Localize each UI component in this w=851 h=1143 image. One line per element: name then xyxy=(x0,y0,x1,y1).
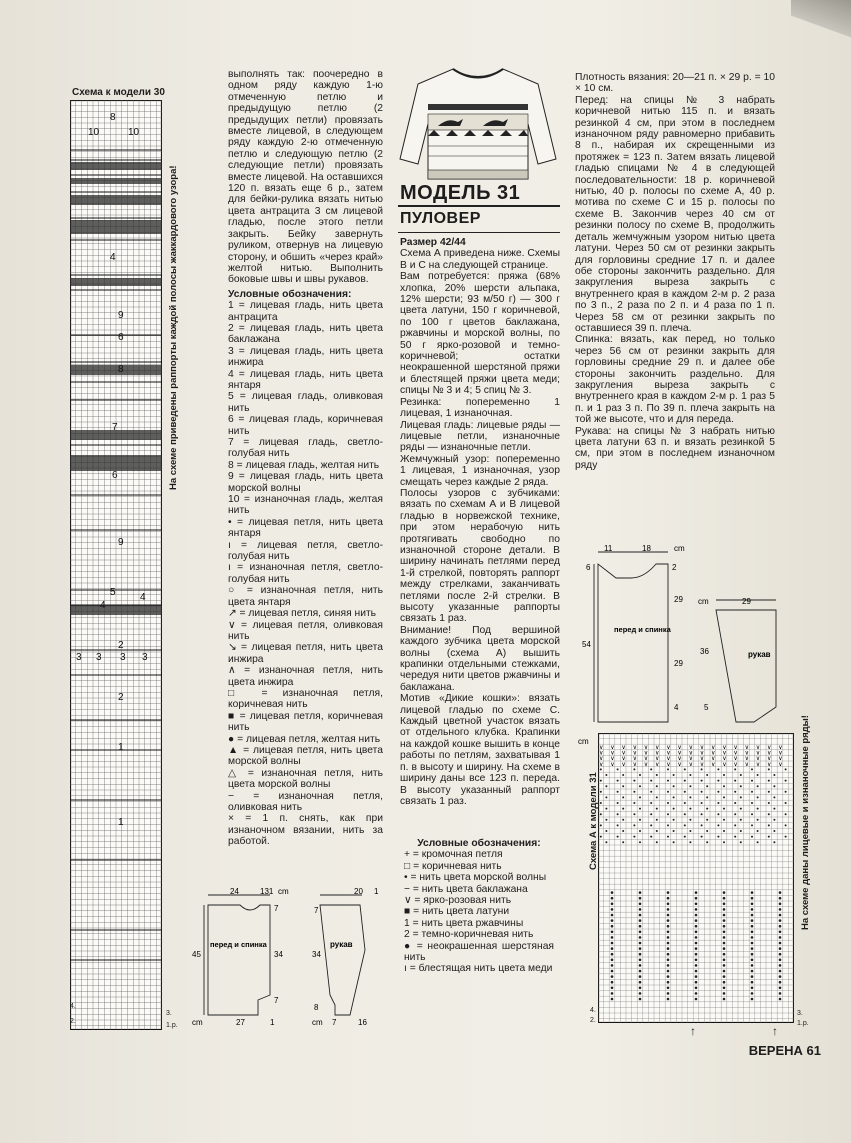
svg-text:∨: ∨ xyxy=(744,750,750,757)
d30-num-27: 27 xyxy=(236,1018,245,1027)
d31-num-29b: 29 xyxy=(674,659,683,668)
chartA-arrow-right-icon: ↑ xyxy=(772,1024,778,1038)
d30-cm-bottom: cm xyxy=(192,1018,203,1027)
d31-num-54: 54 xyxy=(582,640,591,649)
svg-text:∨: ∨ xyxy=(733,750,738,757)
chartA-arrow-left-icon: ↑ xyxy=(690,1024,696,1038)
svg-text:∨: ∨ xyxy=(666,756,671,763)
svg-text:∨: ∨ xyxy=(688,761,694,768)
d30-num-16: 16 xyxy=(358,1018,367,1027)
svg-text:∨: ∨ xyxy=(722,761,727,768)
subtitle-rule xyxy=(398,232,560,233)
d30-num-45: 45 xyxy=(192,950,201,959)
chart30-digit: 8 xyxy=(118,364,124,375)
d31-num-29c: 29 xyxy=(742,597,751,606)
svg-text:∨: ∨ xyxy=(711,761,716,768)
d30-num-34a: 34 xyxy=(274,950,283,959)
col1-legend-item: 6 = лицевая гладь, коричневая нить xyxy=(228,414,383,437)
svg-text:∨: ∨ xyxy=(733,761,738,768)
col3-sleeves: Рукава: на спицы № 3 набрать нитью цвета латуни 63 п. и вязать резинкой 5 см, при этом в последнем изнаночном ряду xyxy=(575,425,775,471)
svg-text:∨: ∨ xyxy=(599,761,604,768)
svg-text:∨: ∨ xyxy=(767,756,772,763)
col2-legend-item: + = кромочная петля xyxy=(404,849,503,861)
svg-text:∨: ∨ xyxy=(655,745,660,751)
svg-text:∨: ∨ xyxy=(688,750,694,757)
svg-text:∨: ∨ xyxy=(621,750,626,757)
svg-text:∨: ∨ xyxy=(755,745,761,751)
svg-text:∨: ∨ xyxy=(722,745,727,751)
col1-legend-item: − = изнаночная петля, оливковая нить xyxy=(228,790,383,813)
chart30-digit: 6 xyxy=(118,332,124,343)
svg-text:∨: ∨ xyxy=(655,756,660,763)
col2-stockinette: Лицевая гладь: лицевые ряды — лицевые петли, изнаночные ряды — изнаночные петли. xyxy=(400,419,560,454)
d31-front-label: перед и спинка xyxy=(614,625,671,634)
col1-legend-item: 7 = лицевая гладь, светло-голубая нить xyxy=(228,437,383,460)
svg-text:∨: ∨ xyxy=(722,750,727,757)
svg-text:∨: ∨ xyxy=(744,745,750,751)
svg-text:∨: ∨ xyxy=(733,745,738,751)
chart30-row-mark-2: 2. xyxy=(70,1018,76,1025)
svg-text:∨: ∨ xyxy=(711,750,716,757)
svg-text:∨: ∨ xyxy=(699,745,705,751)
chart30-digit: 1 xyxy=(118,742,124,753)
chart30-digit: 4 xyxy=(110,252,116,263)
col2-legend-item: ● = неокрашенная шерстяная нить xyxy=(404,940,554,964)
footer-magazine: ВЕРЕНА xyxy=(748,1043,803,1058)
d31-num-18: 18 xyxy=(642,544,651,553)
svg-text:∨: ∨ xyxy=(778,756,783,763)
svg-text:∨: ∨ xyxy=(621,761,626,768)
svg-text:∨: ∨ xyxy=(655,750,660,757)
col1-legend-item: ↘ = лицевая петля, нить цвета инжира xyxy=(228,642,383,665)
col2-cats: Мотив «Дикие кошки»: вязать лицевой гладью по схеме С. Каждый цветной участок вязать от отдельного клубка. Крапинки на каждой кошке вышить в конце работы по петлям, захватывая 1 п. в высоту и ширину. На схеме в ширину даны все 123 п. переда. В высоту указанный раппорт связать 1 раз. xyxy=(400,693,560,807)
d31-num-36: 36 xyxy=(700,647,709,656)
svg-text:∨: ∨ xyxy=(677,745,682,751)
svg-text:∨: ∨ xyxy=(744,756,750,763)
d31-num-6: 6 xyxy=(586,563,591,572)
d30-num-24: 24 xyxy=(230,887,239,896)
svg-text:∨: ∨ xyxy=(722,756,727,763)
chart30-grid xyxy=(70,100,162,1030)
svg-text:∨: ∨ xyxy=(655,761,660,768)
chartA-grid xyxy=(598,733,794,1023)
col2-attention: Внимание! Под вершиной каждого зубчика цвета морской волны (схема А) вышить крапинки отдельными стежками, чередуя нити цветов ржавчины и баклажана. xyxy=(400,624,560,693)
svg-text:∨: ∨ xyxy=(599,756,604,763)
col1-legend-item: 2 = лицевая гладь, нить цвета баклажана xyxy=(228,322,383,346)
svg-text:∨: ∨ xyxy=(666,761,671,768)
svg-text:∨: ∨ xyxy=(599,750,604,757)
svg-text:∨: ∨ xyxy=(688,756,694,763)
svg-text:∨: ∨ xyxy=(621,745,626,751)
svg-text:∨: ∨ xyxy=(711,756,716,763)
svg-text:∨: ∨ xyxy=(767,745,772,751)
d30-num-20: 20 xyxy=(354,887,363,896)
svg-text:∨: ∨ xyxy=(688,745,694,751)
footer-page: 61 xyxy=(806,1043,821,1058)
d30-num-7d: 7 xyxy=(332,1018,337,1027)
chart30-digit: 9 xyxy=(118,537,124,548)
svg-text:∨: ∨ xyxy=(643,745,649,751)
col2-legend-item: □ = коричневая нить xyxy=(404,860,502,872)
col2-legend xyxy=(404,849,554,974)
svg-text:∨: ∨ xyxy=(599,745,604,751)
d31-cm-top: cm xyxy=(674,544,685,553)
svg-text:∨: ∨ xyxy=(632,761,638,768)
col1-legend-item: ● = лицевая петля, желтая нить xyxy=(228,733,381,745)
col1-legend-item: • = лицевая петля, нить цвета янтаря xyxy=(228,516,383,540)
svg-text:∨: ∨ xyxy=(755,756,761,763)
svg-text:∨: ∨ xyxy=(643,750,649,757)
d31-cm-bottom: cm xyxy=(578,737,589,746)
col2-size: Размер 42/44 xyxy=(400,237,466,248)
col2-legend-block xyxy=(404,838,554,975)
chart30-digit: 3 xyxy=(96,652,102,663)
d30-num-131: 131 xyxy=(260,887,274,896)
col1-legend-item: ∧ = изнаночная петля, нить цвета инжира xyxy=(228,665,383,688)
col1-legend-item: 1 = лицевая гладь, нить цвета антрацита xyxy=(228,300,383,323)
col1-legend-item: ∨ = лицевая петля, оливковая нить xyxy=(228,619,383,642)
col1-text xyxy=(228,69,383,848)
chart30-row-mark-4: 4. xyxy=(70,1003,76,1010)
d31-num-5: 5 xyxy=(704,703,709,712)
col1-legend-item: ■ = лицевая петля, коричневая нить xyxy=(228,710,383,734)
chart30-digit: 6 xyxy=(112,470,118,481)
svg-text:∨: ∨ xyxy=(677,756,682,763)
col2-materials: Вам потребуется: пряжа (68% хлопка, 20% шерсти альпака, 12% шерсти; 93 м/50 г) — 300 г цвета латуни, 150 г коричневой, по 100 г цветов баклажана, ржавчины и морской волны, по 50 г ярко-розовой и темно-коричневой; остатки неокрашенной шерстяной пряжи и блестящей пряжи цвета меди; спицы № 3 и 4; 5 спиц № 3. xyxy=(400,271,560,397)
chartA-row-mark-2: 2. xyxy=(590,1017,596,1024)
col1-legend-item: ı = лицевая петля, светло-голубая нить xyxy=(228,539,383,563)
svg-text:∨: ∨ xyxy=(677,761,682,768)
col2-legend-item: 1 = нить цвета ржавчины xyxy=(404,917,524,929)
d30-cm-top: cm xyxy=(278,887,289,896)
col2-legend-item: 2 = темно-коричневая нить xyxy=(404,929,534,941)
col2-legend-item: ■ = нить цвета латуни xyxy=(404,906,510,918)
chart30-row-mark-1: 1.р. xyxy=(166,1022,178,1029)
diagram30 xyxy=(190,885,390,1030)
svg-text:∨: ∨ xyxy=(666,750,671,757)
col1-legend-item: 4 = лицевая гладь, нить цвета янтаря xyxy=(228,368,383,391)
col1-legend-item: 9 = лицевая гладь, нить цвета морской волны xyxy=(228,471,383,494)
svg-text:∨: ∨ xyxy=(755,750,761,757)
col3-back: Спинка: вязать, как перед, но только через 56 см от резинки закрыть для горловины средние 29 п. и далее обе стороны закончить раздельно. Для закругления выреза закрыть с внутреннего края в каждом 2-м р. 1 раз 5 п. и 1 раз 3 п. По 39 п. плеча закрыть на той же высоте, что и для переда. xyxy=(575,334,775,426)
d31-num-11: 11 xyxy=(604,544,613,553)
col1-legend-item: 3 = лицевая гладь, нить цвета инжира xyxy=(228,345,383,369)
chart30-digit: 2 xyxy=(118,640,124,651)
svg-text:∨: ∨ xyxy=(621,756,626,763)
col1-legend xyxy=(228,300,383,848)
chart30-digit: 10 xyxy=(128,127,140,138)
col2-rib: Резинка: попеременно 1 лицевая, 1 изнаночная. xyxy=(400,396,560,420)
svg-text:∨: ∨ xyxy=(643,756,649,763)
d30-num-8: 8 xyxy=(314,1003,319,1012)
svg-text:∨: ∨ xyxy=(711,745,716,751)
col2-legend-item: − = нить цвета баклажана xyxy=(404,883,528,895)
col1-legend-item: 5 = лицевая гладь, оливковая нить xyxy=(228,391,383,414)
col1-legend-item: ▲ = лицевая петля, нить цвета морской волны xyxy=(228,744,383,768)
col2-legend-item: ∨ = ярко-розовая нить xyxy=(404,895,512,907)
col2-legend-item: • = нить цвета морской волны xyxy=(404,872,547,884)
chart30-digit: 3 xyxy=(142,652,148,663)
svg-text:∨: ∨ xyxy=(643,761,649,768)
chart30-row-mark-3: 3. xyxy=(166,1010,172,1017)
title-rule xyxy=(398,205,560,207)
col3-density: Плотность вязания: 20—21 п. × 29 р. = 10 × 10 см. xyxy=(575,72,775,95)
chart30-digit: 7 xyxy=(112,422,118,433)
diagram31 xyxy=(576,542,806,754)
d31-num-2: 2 xyxy=(672,563,677,572)
col1-legend-item: △ = изнаночная петля, нить цвета морской волны xyxy=(228,767,383,791)
chart30-digit: 4 xyxy=(100,600,106,611)
chart30-digit: 9 xyxy=(118,310,124,321)
svg-text:∨: ∨ xyxy=(632,750,638,757)
d31-sleeve-label: рукав xyxy=(748,650,771,659)
col3-text xyxy=(575,72,775,471)
col1-legend-item: 8 = лицевая гладь, желтая нить xyxy=(228,459,380,471)
d30-num-34b: 34 xyxy=(312,950,321,959)
chartA-row-mark-4: 4. xyxy=(590,1007,596,1014)
chart30-digit: 5 xyxy=(110,587,116,598)
svg-text:∨: ∨ xyxy=(610,745,615,751)
chartA-side-note: На схеме даны лицевые и изнаночные ряды! xyxy=(800,715,811,930)
sweater-illustration xyxy=(398,64,560,184)
d30-num-1: 1 xyxy=(270,1018,275,1027)
footer xyxy=(749,1043,821,1058)
model31-subtitle: ПУЛОВЕР xyxy=(400,210,481,227)
col1-legend-item: ○ = изнаночная петля, нить цвета янтаря xyxy=(228,585,383,608)
svg-text:∨: ∨ xyxy=(778,761,783,768)
chartA-title: Схема А к модели 31 xyxy=(588,772,599,870)
chart30-title: Схема к модели 30 xyxy=(72,87,165,98)
col1-legend-item: □ = изнаночная петля, коричневая нить xyxy=(228,687,383,711)
chart30-digit: 3 xyxy=(120,652,126,663)
svg-text:∨: ∨ xyxy=(733,756,738,763)
col1-legend-item: ı = изнаночная петля, светло-голубая нить xyxy=(228,562,383,585)
svg-text:∨: ∨ xyxy=(767,750,772,757)
d30-num-7b: 7 xyxy=(274,996,279,1005)
d30-front-label: перед и спинка xyxy=(210,940,267,949)
svg-text:∨: ∨ xyxy=(610,756,615,763)
chart30-digit: 4 xyxy=(140,592,146,603)
svg-text:∨: ∨ xyxy=(778,745,783,751)
svg-text:∨: ∨ xyxy=(632,745,638,751)
svg-text:∨: ∨ xyxy=(767,761,772,768)
col1-intro: выполнять так: поочередно в одном ряду каждую 1-ю отмеченную петлю и предыдущую петлю (2 предыдущих петли) провязать вместе лицевой, в следующем ряду каждую 2-ю отмеченную петлю и следующую петлю (2 следующие петли) провязать вместе лицевой. На оставшихся 120 п. вязать еще 6 р., затем для бейки-рулика вязать нитью цвета антрацита 3 см лицевой гладью, после этого петли закрыть. Бейку завернуть руликом, отвернув на лицевую сторону, и обшить «через край» желтой нитью. Выполнить боковые швы и швы рукавов. xyxy=(228,69,383,286)
col2-text xyxy=(400,237,560,807)
d31-cm-sleeve: cm xyxy=(698,597,709,606)
svg-text:∨: ∨ xyxy=(632,756,638,763)
svg-text:∨: ∨ xyxy=(699,761,705,768)
d31-num-4a: 4 xyxy=(674,703,679,712)
chart30-digit: 8 xyxy=(110,112,116,123)
svg-text:∨: ∨ xyxy=(744,761,750,768)
col2-stripes: Полосы узоров с зубчиками: вязать по схемам А и В лицевой гладью в норвежской технике, при этом нерабочую нить протягивать свободно по изнаночной стороне детали. В ширину начинать петлями перед 1-й стрелкой, повторять раппорт между стрелками, заканчивать петлями после 2-й стрелки. В высоту указанные раппорты связать 1 раз. xyxy=(400,487,560,625)
chart30-digit: 2 xyxy=(118,692,124,703)
chart30-digit: 3 xyxy=(76,652,82,663)
col2-legend-title: Условные обозначения: xyxy=(417,838,541,849)
d30-num-7a: 7 xyxy=(274,904,279,913)
svg-text:∨: ∨ xyxy=(699,756,705,763)
col1-legend-title: Условные обозначения: xyxy=(228,288,352,300)
d30-sleeve-label: рукав xyxy=(330,940,353,949)
d31-num-29a: 29 xyxy=(674,595,683,604)
svg-text:∨: ∨ xyxy=(666,745,671,751)
col1-legend-item: × = 1 п. снять, как при изнаночном вязании, нить за работой. xyxy=(228,813,383,848)
d30-num-7c: 7 xyxy=(314,906,319,915)
col2-pearl: Жемчужный узор: попеременно 1 лицевая, 1 изнаночная, узор смещать через каждые 2 ряда. xyxy=(400,453,560,488)
svg-text:∨: ∨ xyxy=(610,750,615,757)
svg-text:∨: ∨ xyxy=(610,761,615,768)
chart30-digit: 1 xyxy=(118,817,124,828)
chart30-side-note: На схеме приведены раппорты каждой полосы жаккардового узора! xyxy=(168,165,179,490)
chart30-digit: 10 xyxy=(88,127,100,138)
d30-num-1b: 1 xyxy=(374,887,379,896)
col2-legend-item: ı = блестящая нить цвета меди xyxy=(404,963,553,975)
col1-legend-item: ↗ = лицевая петля, синяя нить xyxy=(228,608,377,620)
chartA-row-mark-1: 1.р. xyxy=(797,1020,809,1027)
page-corner-shadow xyxy=(791,0,851,40)
d30-cm-sleeve: cm xyxy=(312,1018,323,1027)
svg-text:∨: ∨ xyxy=(699,750,705,757)
svg-text:∨: ∨ xyxy=(677,750,682,757)
svg-text:∨: ∨ xyxy=(755,761,761,768)
col1-legend-item: 10 = изнаночная гладь, желтая нить xyxy=(228,494,383,517)
col2-schema-note: Схема А приведена ниже. Схемы В и С на следующей странице. xyxy=(400,248,560,271)
chartA-row-mark-3: 3. xyxy=(797,1010,803,1017)
svg-text:∨: ∨ xyxy=(778,750,783,757)
model31-title: МОДЕЛЬ 31 xyxy=(400,182,521,204)
col3-front: Перед: на спицы № 3 набрать коричневой нитью 115 п. и вязать резинкой 4 см, при этом в последнем изнаночном ряду равномерно прибавить 8 п., набирая их скрещенными из протяжек = 123 п. Затем вязать лицевой гладью спицами № 4 в следующей последовательности: 18 р. коричневой нитью, 40 р. полосы по схеме А, 40 р. мотива по схеме С и 15 р. полосы по схеме В. Закончив через 40 см от резинки полосу по схеме В, продолжить деталь жемчужным узором нитью цвета латуни. Через 50 см от резинки закрыть для горловины средние 17 п. и далее обе стороны закончить раздельно. Для закругления выреза закрыть с внутреннего края в каждом 2-м р. 2 раза по 3 п., 2 раза по 2 п. и 4 раза по 1 п. Через 58 см от резинки закрыть по оставшиеся 39 п. плеча. xyxy=(575,94,775,334)
